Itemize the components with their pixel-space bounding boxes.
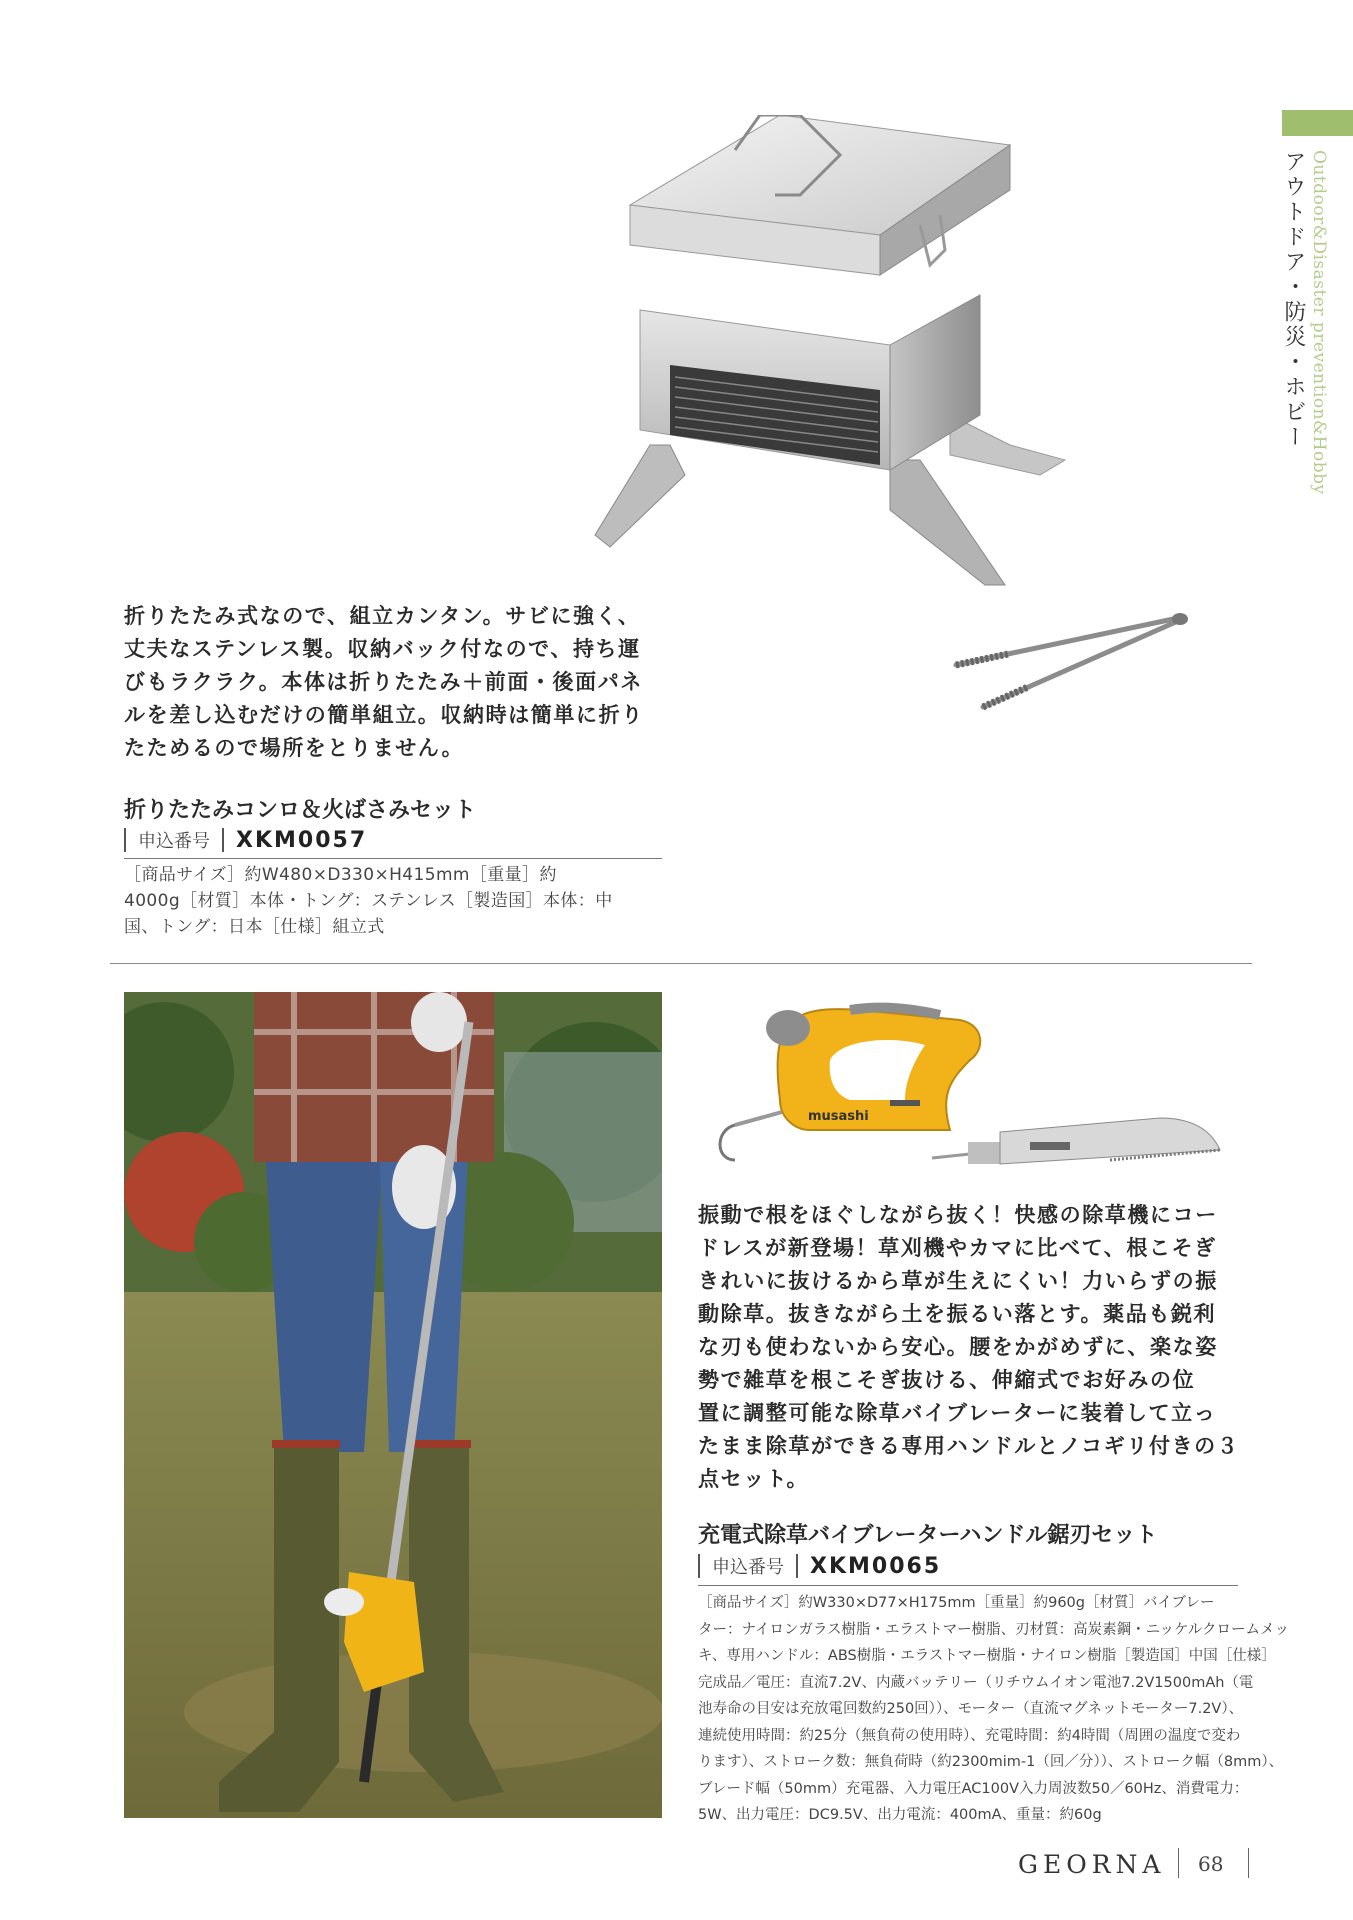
order-code: XKM0057: [236, 827, 368, 853]
order-bar: [698, 1554, 700, 1578]
spec-line: 5W、出力電圧：DC9.5V、出力電流：400mA、重量：約60g: [698, 1807, 1102, 1823]
page-number: 68: [1198, 1852, 1224, 1876]
description-line: 点セット。: [698, 1466, 810, 1491]
description-line: たまま除草ができる専用ハンドルとノコギリ付きの３: [698, 1433, 1240, 1458]
description-line: ドレスが新登場！草刈機やカマに比べて、根こそぎ: [698, 1235, 1217, 1260]
footer-separator: [1248, 1848, 1249, 1878]
spec-line: 完成品／電圧：直流7.2V、内蔵バッテリー（リチウムイオン電池7.2V1500mAh（電: [698, 1674, 1254, 1691]
spec-line: 国、トング：日本［仕様］組立式: [124, 917, 385, 937]
order-bar: [796, 1554, 798, 1578]
spec-line: キ、専用ハンドル：ABS樹脂・エラストマー樹脂・ナイロン樹脂［製造国］中国［仕様］: [698, 1648, 1276, 1664]
spec-line: 4000g［材質］本体・トング：ステンレス［製造国］本体：中: [124, 891, 613, 911]
order-label: 申込番号: [712, 1557, 784, 1578]
product-specs: [698, 1590, 1289, 1829]
order-code: XKM0065: [810, 1553, 942, 1579]
title-rule: [124, 858, 662, 859]
description-line: 動除草。抜きながら土を振るい落とす。薬品も鋭利: [698, 1301, 1217, 1326]
category-tab: [1282, 110, 1353, 136]
description-line: 置に調整可能な除草バイブレーターに装着して立っ: [698, 1400, 1217, 1425]
spec-line: 連続使用時間：約25分（無負荷の使用時）、充電時間：約4時間（周囲の温度で変わ: [698, 1727, 1241, 1744]
description-line: 折りたたみ式なので、組立カンタン。サビに強く、: [124, 603, 641, 628]
product-specs: [124, 862, 613, 940]
spec-line: ります）、ストローク数：無負荷時（約2300mim-1（回／分））、ストローク幅（8mm）、: [698, 1754, 1284, 1770]
footer-brand: GEORNA: [1018, 1850, 1166, 1879]
order-label: 申込番号: [138, 831, 210, 852]
description-line: たためるので場所をとりません。: [124, 735, 465, 760]
description-line: な刃も使わないから安心。腰をかがめずに、楽な姿: [698, 1334, 1218, 1359]
spec-line: 池寿命の目安は充放電回数約250回））、モーター（直流マグネットモーター7.2V）、: [698, 1701, 1244, 1717]
title-rule: [698, 1585, 1238, 1586]
saw-blade-image: [930, 1110, 1230, 1180]
spec-line: ター：ナイロンガラス樹脂・エラストマー樹脂、刃材質：高炭素鋼・ニッケルクロームメッ: [698, 1621, 1290, 1638]
spec-line: ブレード幅（50mm）充電器、入力電圧AC100V入力周波数50／60Hz、消費電力：: [698, 1780, 1249, 1797]
order-number-row: [124, 824, 367, 856]
footer-separator: [1178, 1848, 1179, 1878]
section-divider: [110, 963, 1252, 964]
product-description: [698, 1198, 1239, 1495]
description-line: 振動で根をほぐしながら抜く！快感の除草機にコー: [698, 1202, 1218, 1227]
folding-stove-image: [590, 115, 1090, 590]
category-label-ja: アウトドア・防災・ホビー: [1281, 150, 1306, 450]
description-line: 勢で雑草を根こそぎ抜ける、伸縮式でお好みの位: [698, 1367, 1196, 1392]
tool-brand-logo: musashi: [808, 1109, 869, 1124]
product-description: [124, 599, 644, 764]
category-label-en: Outdoor&Disaster prevention&Hobby: [1309, 150, 1329, 495]
order-number-row: [698, 1550, 941, 1582]
order-bar: [222, 828, 224, 852]
product-title: 充電式除草バイブレーターハンドル鋸刃セット: [698, 1523, 1158, 1548]
weeding-photo: [124, 992, 662, 1818]
description-line: びもラクラク。本体は折りたたみ＋前面・後面パネ: [124, 669, 643, 694]
description-line: ルを差し込むだけの簡単組立。収納時は簡単に折り: [124, 702, 644, 727]
spec-line: ［商品サイズ］約W480×D330×H415mm［重量］約: [124, 865, 557, 885]
product-title: 折りたたみコンロ＆火ばさみセット: [124, 798, 477, 823]
tongs-image: [948, 605, 1198, 715]
spec-line: ［商品サイズ］約W330×D77×H175mm［重量］約960g［材質］バイブレー: [698, 1595, 1215, 1611]
order-bar: [124, 828, 126, 852]
description-line: きれいに抜けるから草が生えにくい！力いらずの振: [698, 1268, 1218, 1293]
description-line: 丈夫なステンレス製。収納バック付なので、持ち運: [124, 636, 641, 661]
